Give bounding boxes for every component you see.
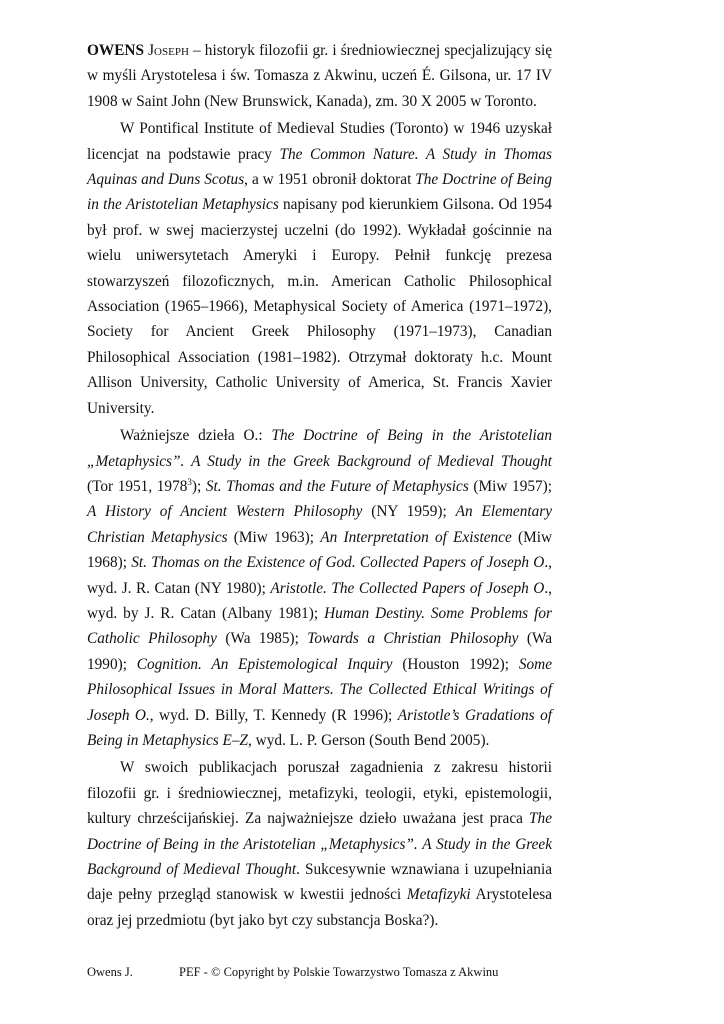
work-title: The Doctrine of Being in the Aristotelian „Metaphysics”. A Study in the Greek Background of Medieval Thought [87,810,552,878]
text-run: (Miw 1968); [87,528,552,572]
text-run: , a w 1951 obronił doktorat [244,171,416,189]
text-run: (Houston 1992); [392,655,519,673]
work-title: The Common Nature. A Study in Thomas Aquinas and Duns Scotus [87,145,552,189]
text-run: W Pontifical Institute of Medieval Studies (Toronto) w 1946 uzyskał licencjat na podstawie pracy [87,120,552,163]
work-title: Human Destiny. Some Problems for Catholic Philosophy [87,604,552,648]
page-footer [87,963,607,981]
assessment-paragraph [87,755,552,933]
text-run: W swoich publikacjach poruszał zagadnienia z zakresu historii filozofii gr. i średniowiecznej, metafizyki, teologii, etyki, epistemologii, kultury chrześcijańskiej. Za najważniejsze dzieło uważana jest praca [87,759,552,828]
work-title: Metafizyki [406,886,471,904]
work-title: Some Philosophical Issues in Moral Matters. The Collected Ethical Writings of Joseph O. [87,655,553,724]
entry-given-name: Joseph [148,42,189,59]
work-title: The Doctrine of Being in the Aristotelian „Metaphysics”. A Study in the Greek Background of Medieval Thought [87,427,552,470]
work-title: The Doctrine of Being in the Aristotelian Metaphysics [87,171,553,214]
text-run: (NY 1959); [362,503,456,521]
text-run: (Wa 1990); [87,630,552,673]
text-run: (Wa 1985); [216,630,308,648]
entry-body [87,38,552,933]
work-title: An Interpretation of Existence [320,528,512,546]
edition-superscript: 3 [187,476,192,487]
work-title: St. Thomas on the Existence of God. Collected Papers of Joseph O [131,554,545,572]
work-title: St. Thomas and the Future of Metaphysics [205,477,469,495]
text-run: , wyd. L. P. Gerson (South Bend 2005). [248,731,490,749]
text-run: Ważniejsze dzieła O.: [120,427,272,445]
text-run: Arystotelesa oraz jej przedmiotu (byt jako byt czy substancja Boska?). [87,886,552,929]
work-title: Cognition. An Epistemological Inquiry [136,655,393,673]
work-title: A History of Ancient Western Philosophy [87,503,363,521]
text-run: (Miw 1957); [468,477,552,495]
text-run: ); [191,477,206,495]
work-title: Aristotle. The Collected Papers of Joseph O [270,579,545,597]
entry-surname: OWENS [87,42,144,59]
footer-copyright: PEF - © Copyright by Polskie Towarzystwo Tomasza z Akwinu [179,965,499,979]
works-paragraph [87,423,552,753]
footer-author: Owens J. [87,965,133,979]
text-run: . Sukcesywnie wznawiana i uzupełniania daje pełny przegląd stanowisk w kwestii jedności [87,861,552,904]
text-run: (Miw 1963); [227,528,321,546]
text-run: ., wyd. by J. R. Catan (Albany 1981); [87,579,552,622]
text-run: , wyd. D. Billy, T. Kennedy (R 1996); [149,706,398,724]
text-run: napisany pod kierunkiem Gilsona. Od 1954 był prof. w swej macierzystej uczelni (do 1992). Wykładał gościnnie na wielu uniwersytetach Ameryki i Europy. Pełnił funkcję prezesa stowarzyszeń filozoficznych, m.in. American Catholic Philosophical Association (1965–1966), Metaphysical Society of America (1971–1972), Society for Ancient Greek Philosophy (1971–1973), Canadian Philosophical Association (1981–1982). Otrzymał doktoraty h.c. Mount Allison University, Catholic University of America, St. Francis Xavier University. [87,196,552,417]
entry-intro: – historyk filozofii gr. i średniowiecznej specjalizujący się w myśli Arystotelesa i św. Tomasza z Akwinu, uczeń É. Gilsona, ur. 17 IV 1908 w Saint John (New Brunswick, Kanada), zm. 30 X 2005 w Toronto. [87,42,552,110]
text-run: (Tor 1951, 1978 [87,477,188,495]
biography-paragraph [87,116,552,421]
work-title: Towards a Christian Philosophy [307,630,519,648]
work-title: An Elementary Christian Metaphysics [87,503,552,546]
entry-lead-paragraph [87,38,552,114]
text-run: ., wyd. J. R. Catan (NY 1980); [87,554,553,597]
work-title: Aristotle’s Gradations of Being in Metaphysics E–Z [87,706,552,749]
